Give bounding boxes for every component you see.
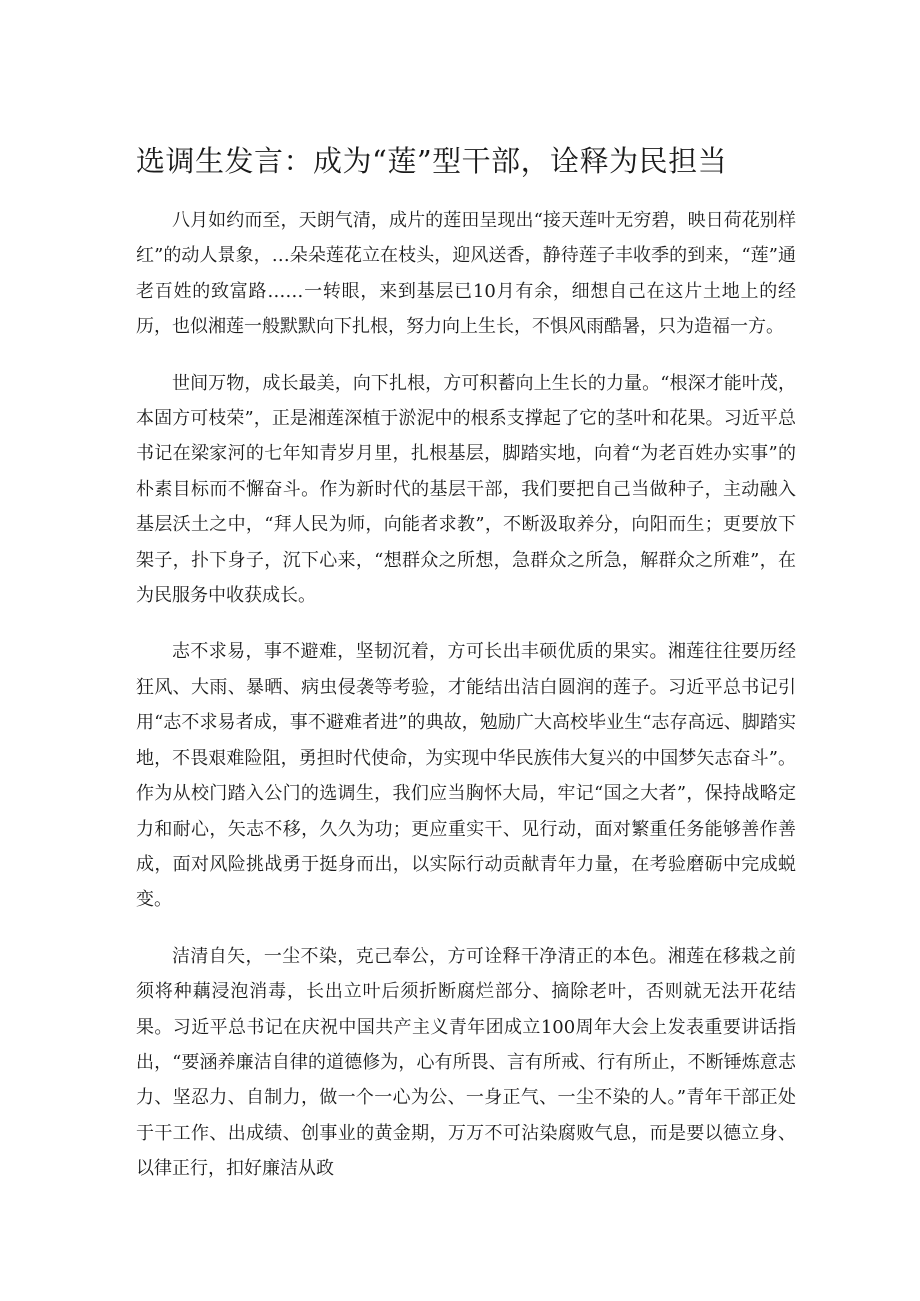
paragraph-2: 世间万物，成长最美，向下扎根，方可积蓄向上生长的力量。“根深才能叶茂，本固方可枝荣”，正是湘莲深植于淤泥中的根系支撑起了它的茎叶和花果。习近平总书记在梁家河的七年知青岁月里，扎根基层，脚踏实地，向着“为老百姓办实事”的朴素目标而不懈奋斗。作为新时代的基层干部，我们要把自己当做种子，主动融入基层沃土之中，“拜人民为师，向能者求教”，不断汲取养分，向阳而生；更要放下架子，扑下身子，沉下心来，“想群众之所想，急群众之所急，解群众之所难”，在为民服务中收获成长。: [136, 372, 796, 607]
paragraph-4: 洁清自矢，一尘不染，克己奉公，方可诠释干净清正的本色。湘莲在移栽之前须将种藕浸泡消毒，长出立叶后须折断腐烂部分、摘除老叶，否则就无法开花结果。习近平总书记在庆祝中国共产主义青年团成立100周年大会上发表重要讲话指出，“要涵养廉洁自律的道德修为，心有所畏、言有所戒、行有所止，不断锤炼意志力、坚忍力、自制力，做一个一心为公、一身正气、一尘不染的人。”青年干部正处于干工作、出成绩、创事业的黄金期，万万不可沾染腐败气息，而是要以德立身、以律正行，扣好廉洁从政: [136, 945, 796, 1180]
paragraph-3: 志不求易，事不避难，坚韧沉着，方可长出丰硕优质的果实。湘莲往往要历经狂风、大雨、暴晒、病虫侵袭等考验，才能结出洁白圆润的莲子。习近平总书记引用“志不求易者成，事不避难者进”的典故，勉励广大高校毕业生“志存高远、脚踏实地，不畏艰难险阻，勇担时代使命，为实现中华民族伟大复兴的中国梦矢志奋斗”。作为从校门踏入公门的选调生，我们应当胸怀大局，牢记“国之大者”，保持战略定力和耐心，矢志不移，久久为功；更应重实干、见行动，面对繁重任务能够善作善成，面对风险挑战勇于挺身而出，以实际行动贡献青年力量，在考验磨砺中完成蜕变。: [136, 641, 796, 911]
document-body: [136, 203, 796, 1208]
paragraph-1: 八月如约而至，天朗气清，成片的莲田呈现出“接天莲叶无穷碧，映日荷花别样红”的动人景象，…朵朵莲花立在枝头，迎风送香，静待莲子丰收季的到来，“莲”通老百姓的致富路……一转眼，来到基层已10月有余，细想自己在这片土地上的经历，也似湘莲一般默默向下扎根，努力向上生长，不惧风雨酷暑，只为造福一方。: [136, 210, 796, 338]
document-title: 选调生发言：成为“莲”型干部，诠释为民担当: [136, 144, 728, 178]
